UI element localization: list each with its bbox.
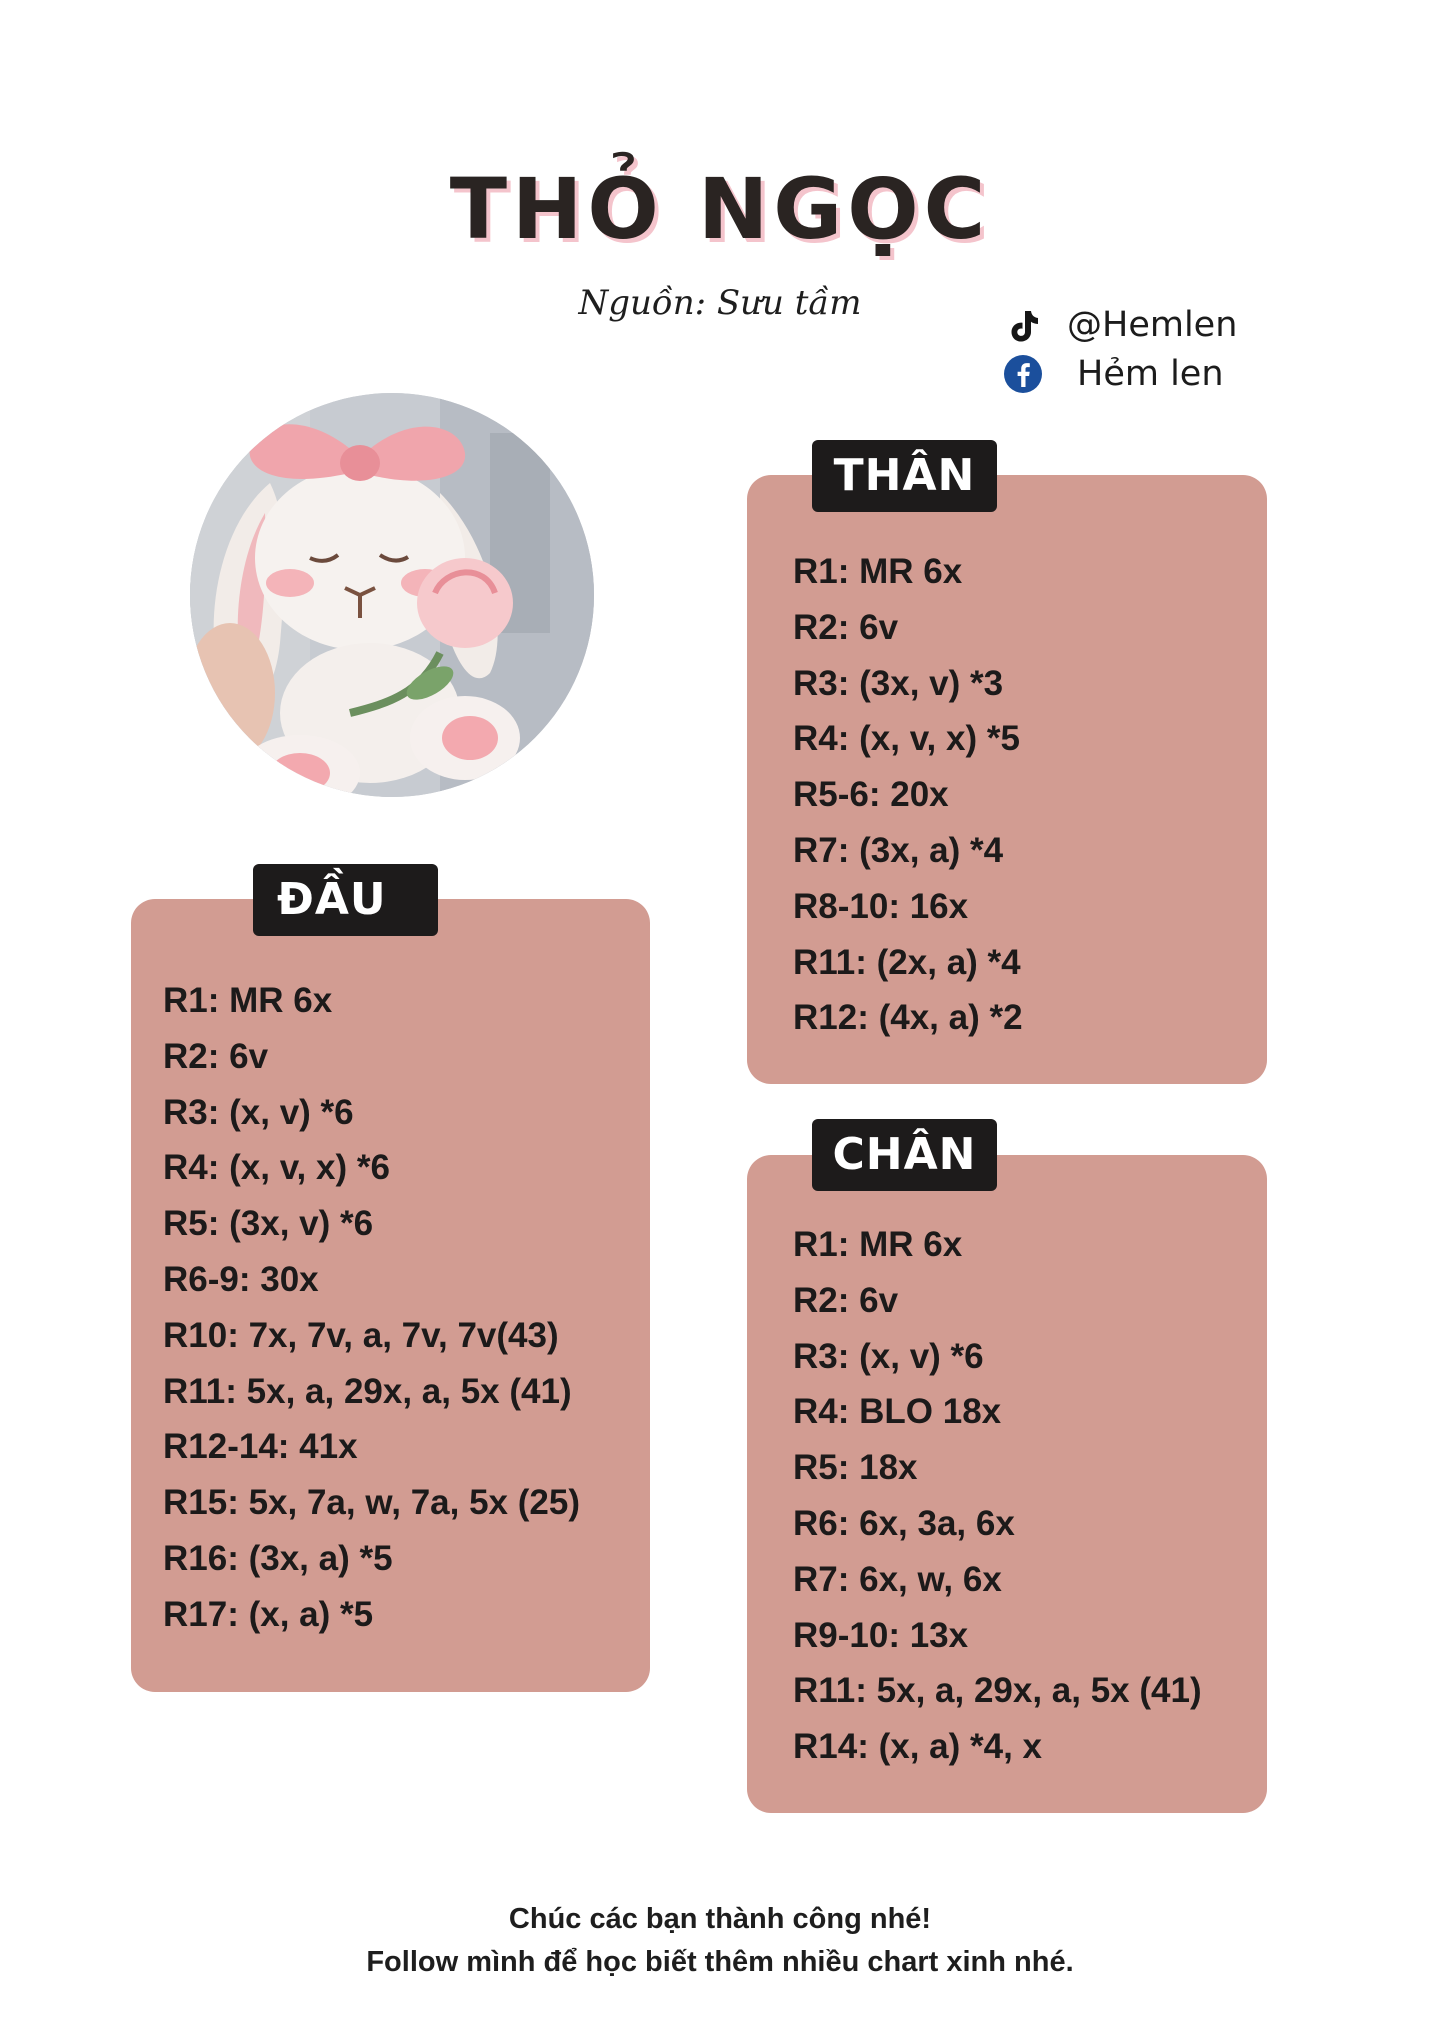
section-chan-label: CHÂN	[812, 1119, 997, 1191]
row-item: R11: (2x, a) *4	[793, 942, 1021, 982]
footer-line-2: Follow mình để học biết thêm nhiều chart xinh nhé.	[366, 1946, 1074, 1978]
row-item: R12: (4x, a) *2	[793, 998, 1023, 1038]
row-item: R2: 6v	[163, 1036, 269, 1076]
row-item: R5-6: 20x	[793, 775, 949, 815]
row-item: R9-10: 13x	[793, 1615, 969, 1655]
row-item: R14: (x, a) *4, x	[793, 1727, 1042, 1767]
page-title: THỎ NGỌC	[449, 160, 991, 258]
row-item: R6: 6x, 3a, 6x	[793, 1503, 1015, 1543]
row-item: R11: 5x, a, 29x, a, 5x (41)	[163, 1371, 572, 1411]
row-item: R11: 5x, a, 29x, a, 5x (41)	[793, 1671, 1202, 1711]
row-item: R10: 7x, 7v, a, 7v, 7v(43)	[163, 1315, 559, 1355]
row-item: R4: BLO 18x	[793, 1392, 1002, 1432]
row-item: R16: (3x, a) *5	[163, 1538, 393, 1578]
bunny-photo	[190, 393, 594, 797]
row-item: R1: MR 6x	[163, 981, 333, 1020]
row-item: R3: (3x, v) *3	[793, 663, 1004, 703]
tiktok-handle[interactable]	[1003, 303, 1237, 347]
row-item: R5: 18x	[793, 1448, 918, 1488]
section-dau-label: ĐẦU	[253, 864, 438, 936]
row-item: R15: 5x, 7a, w, 7a, 5x (25)	[163, 1483, 580, 1523]
facebook-label: Hẻm len	[1077, 354, 1224, 394]
row-item: R7: (3x, a) *4	[793, 830, 1004, 870]
row-item: R12-14: 41x	[163, 1427, 358, 1467]
section-than-rows	[793, 544, 1023, 1046]
tiktok-icon	[1003, 305, 1043, 345]
section-chan-rows	[793, 1217, 1202, 1775]
row-item: R2: 6v	[793, 1280, 899, 1320]
row-item: R8-10: 16x	[793, 886, 969, 926]
row-item: R4: (x, v, x) *5	[793, 719, 1020, 759]
row-item: R5: (3x, v) *6	[163, 1204, 374, 1244]
row-item: R7: 6x, w, 6x	[793, 1559, 1002, 1599]
row-item: R3: (x, v) *6	[793, 1336, 984, 1376]
row-item: R3: (x, v) *6	[163, 1092, 354, 1132]
row-item: R2: 6v	[793, 607, 899, 647]
facebook-icon	[1003, 354, 1043, 394]
row-item: R1: MR 6x	[793, 552, 963, 591]
source-credit: Nguồn: Sưu tầm	[578, 283, 862, 323]
row-item: R1: MR 6x	[793, 1225, 963, 1264]
row-item: R6-9: 30x	[163, 1259, 319, 1299]
row-item: R17: (x, a) *5	[163, 1594, 374, 1634]
row-item: R4: (x, v, x) *6	[163, 1148, 390, 1188]
section-than-label: THÂN	[812, 440, 997, 512]
tiktok-label: @Hemlen	[1067, 305, 1238, 345]
section-dau-rows	[163, 973, 580, 1643]
facebook-page[interactable]	[1003, 352, 1224, 396]
footer-line-1: Chúc các bạn thành công nhé!	[508, 1903, 932, 1935]
